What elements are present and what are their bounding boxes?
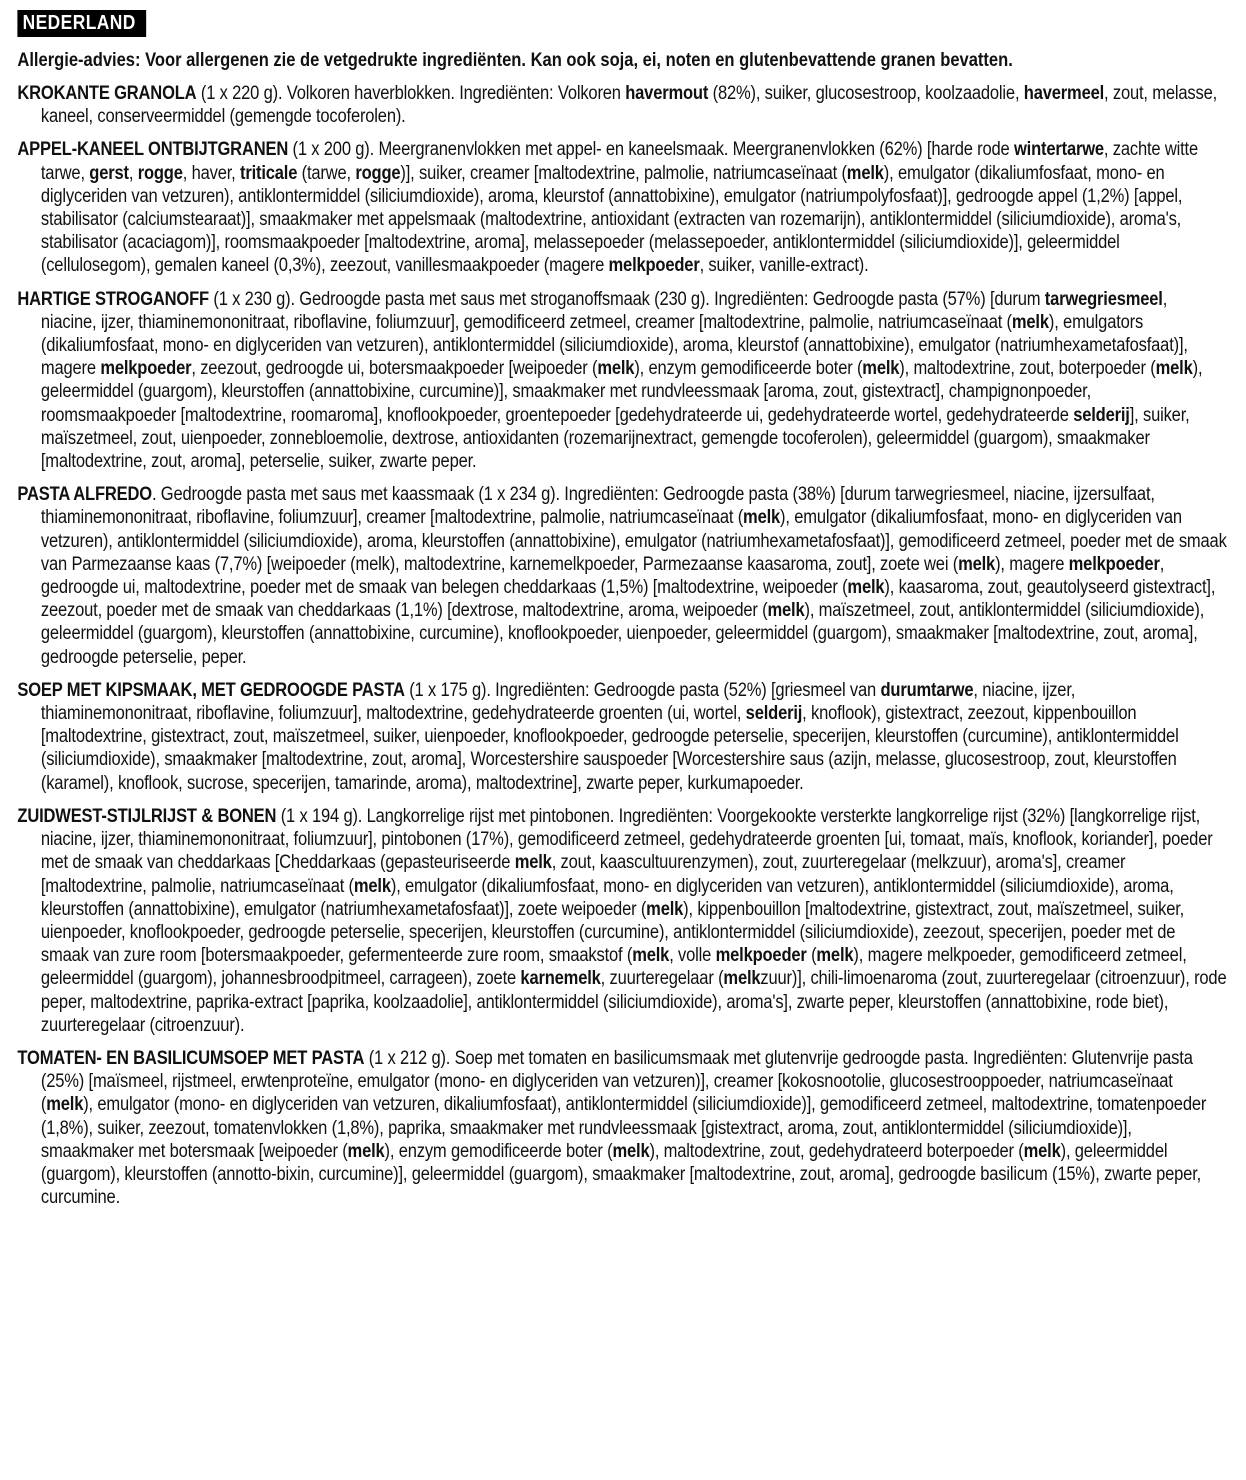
allergy-advice-text: Allergie-advies: Voor allergenen zie de vetgedrukte ingrediënten. Kan ook soja, ei, noten en glutenbevattende granen bevatten. [17, 50, 1013, 71]
product-paragraph-hartige-stroganoff: HARTIGE STROGANOFF (1 x 230 g). Gedroogde pasta met saus met stroganoffsmaak (230 g). Ingrediënten: Gedroogde pasta (57%) [durum tarwegriesmeel, niacine, ijzer, thiaminemononitraat, riboflavine, foliumzuur], gemodificeerd zetmeel, creamer [maltodextrine, palmolie, natriumcaseïnaat (melk), emulgators (dikaliumfosfaat, mono- en diglyceriden van vetzuren), antiklontermiddel (siliciumdioxide), aroma, kleurstof (annattobixine), emulgator (natriumhexametafosfaat)], magere melkpoeder, zeezout, gedroogde ui, botersmaakpoeder [weipoeder (melk), enzym gemodificeerde boter (melk), maltodextrine, zout, boterpoeder (melk), geleermiddel (guargom), kleurstoffen (annattobixine, curcumine)], smaakmaker met rundvleessmaak [aroma, zout, gistextract], champignonpoeder, roomsmaakpoeder [maltodextrine, roomaroma], knoflookpoeder, groentepoeder [gedehydrateerde ui, gedehydrateerde wortel, gedehydrateerde selderij], suiker, maïszetmeel, zout, uienpoeder, zonnebloemolie, dextrose, antioxidanten (rozemarijnextract, gemengde tocoferolen), geleermiddel (guargom), smaakmaker [maltodextrine, zout, aroma], peterselie, suiker, zwarte peper. [17, 288, 1203, 473]
product-paragraph-krokante-granola: KROKANTE GRANOLA (1 x 220 g). Volkoren haverblokken. Ingrediënten: Volkoren havermout (82%), suiker, glucosestroop, koolzaadolie, havermeel, zout, melasse, kaneel, conserveermiddel (gemengde tocoferolen). [17, 83, 1218, 128]
ingredient-list [17, 82, 1226, 1209]
country-header: NEDERLAND [17, 10, 146, 37]
product-paragraph-zuidwest-stijlrijst-en-bonen: ZUIDWEST-STIJLRIJST & BONEN (1 x 194 g). Langkorrelige rijst met pintobonen. Ingrediënten: Voorgekookte versterkte langkorrelige rijst (32%) [langkorrelige rijst, niacine, ijzer, thiaminemononitraat, foliumzuur], pintobonen (17%), gemodificeerd zetmeel, gedehydrateerde groenten [ui, tomaat, maïs, knoflook, koriander], poeder met de smaak van cheddarkaas [Cheddarkaas (gepasteuriseerde melk, zout, kaascultuurenzymen), zout, zuurteregelaar (melkzuur), aroma's], creamer [maltodextrine, palmolie, natriumcaseïnaat (melk), emulgator (dikaliumfosfaat, mono- en diglyceriden van vetzuren), antiklontermiddel (siliciumdioxide), aroma, kleurstoffen (annattobixine), emulgator (natriumhexametafosfaat)], zoete weipoeder (melk), kippenbouillon [maltodextrine, gistextract, zout, maïszetmeel, suiker, uienpoeder, knoflookpoeder, gedroogde peterselie, specerijen, kleurstoffen (curcumine), antiklontermiddel (siliciumdioxide), zeezout, specerijen, poeder met de smaak van zure room [botersmaakpoeder, gefermenteerde zure room, smaakstof (melk, volle melkpoeder (melk), magere melkpoeder, gemodificeerd zetmeel, geleermiddel (guargom), johannesbroodpitmeel, carrageen), zoete karnemelk, zuurteregelaar (melkzuur)], chili-limoenaroma (zout, zuurteregelaar (citroenzuur), rode peper, maltodextrine, paprika-extract [paprika, koolzaadolie], antiklontermiddel (siliciumdioxide), aroma's], zwarte peper, kleurstoffen (annattobixine, rode biet), zuurteregelaar (citroenzuur). [17, 805, 1227, 1036]
product-paragraph-soep-met-kipsmaak: SOEP MET KIPSMAAK, MET GEDROOGDE PASTA (1 x 175 g). Ingrediënten: Gedroogde pasta (52%) [griesmeel van durumtarwe, niacine, ijzer, thiaminemononitraat, riboflavine, foliumzuur], maltodextrine, gedehydrateerde groenten (ui, wortel, selderij, knoflook), gistextract, zeezout, kippenbouillon [maltodextrine, gistextract, zout, maïszetmeel, suiker, uienpoeder, knoflookpoeder, gedroogde peterselie, specerijen, kleurstoffen (curcumine), antiklontermiddel (siliciumdioxide), smaakmaker [maltodextrine, zout, aroma], Worcestershire sauspoeder [Worcestershire saus (azijn, melasse, glucosestroop, zout, kleurstoffen (karamel), knoflook, sucrose, specerijen, tamarinde, aroma), maltodextrine], zwarte peper, kurkumapoeder. [17, 679, 1179, 794]
product-paragraph-appel-kaneel-ontbijtgranen: APPEL-KANEEL ONTBIJTGRANEN (1 x 200 g). Meergranenvlokken met appel- en kaneelsmaak. Meergranenvlokken (62%) [harde rode wintertarwe, zachte witte tarwe, gerst, rogge, haver, triticale (tarwe, rogge)], suiker, creamer [maltodextrine, palmolie, natriumcaseïnaat (melk), emulgator (dikaliumfosfaat, mono- en diglyceriden van vetzuren), antiklontermiddel (siliciumdioxide), aroma, kleurstof (annattobixine), emulgator (natriumpolyfosfaat)], gedroogde appel (1,2%) [appel, stabilisator (calciumstearaat)], smaakmaker met appelsmaak (maltodextrine, antioxidant (extracten van rozemarijn), antiklontermiddel (siliciumdioxide), aroma's, stabilisator (acaciagom)], roomsmaakpoeder [maltodextrine, aroma], melassepoeder (melassepoeder, antiklontermiddel (siliciumdioxide)], geleermiddel (cellulosegom), gemalen kaneel (0,3%), zeezout, vanillesmaakpoeder (magere melkpoeder, suiker, vanille-extract). [17, 139, 1198, 277]
product-paragraph-tomaten-en-basilicumsoep: TOMATEN- EN BASILICUMSOEP MET PASTA (1 x 212 g). Soep met tomaten en basilicumsmaak met glutenvrije gedroogde pasta. Ingrediënten: Glutenvrije pasta (25%) [maïsmeel, rijstmeel, erwtenproteïne, emulgator (mono- en diglyceriden van vetzuren)], creamer [kokosnootolie, glucosestrooppoeder, natriumcaseïnaat (melk), emulgator (mono- en diglyceriden van vetzuren, dikaliumfosfaat), antiklontermiddel (siliciumdioxide)], gemodificeerd zetmeel, maltodextrine, tomatenpoeder (1,8%), suiker, zeezout, tomatenvlokken (1,8%), paprika, smaakmaker met rundvleessmaak [gistextract, aroma, zout, antiklontermiddel (siliciumdioxide)], smaakmaker met botersmaak [weipoeder (melk), enzym gemodificeerde boter (melk), maltodextrine, zout, gedehydrateerd boterpoeder (melk), geleermiddel (guargom), kleurstoffen (annotto-bixin, curcumine)], geleermiddel (guargom), smaakmaker [maltodextrine, zout, aroma], gedroogde basilicum (15%), zwarte peper, curcumine. [17, 1047, 1207, 1209]
product-paragraph-pasta-alfredo: PASTA ALFREDO. Gedroogde pasta met saus met kaassmaak (1 x 234 g). Ingrediënten: Gedroogde pasta (38%) [durum tarwegriesmeel, niacine, ijzersulfaat, thiaminemononitraat, riboflavine, foliumzuur], creamer [maltodextrine, palmolie, natriumcaseïnaat (melk), emulgator (dikaliumfosfaat, mono- en diglyceriden van vetzuren), antiklontermiddel (siliciumdioxide), aroma, kleurstoffen (annattobixine), emulgator (natriumhexametafosfaat)], gemodificeerd zetmeel, poeder met de smaak van Parmezaanse kaas (7,7%) [weipoeder (melk), maltodextrine, karnemelkpoeder, Parmezaanse kaasaroma, zout], zoete wei (melk), magere melkpoeder, gedroogde ui, maltodextrine, poeder met de smaak van belegen cheddarkaas (1,5%) [maltodextrine, weipoeder (melk), kaasaroma, zout, geautolyseerd gistextract], zeezout, poeder met de smaak van cheddarkaas (1,1%) [dextrose, maltodextrine, aroma, weipoeder (melk), maïszetmeel, zout, antiklontermiddel (siliciumdioxide), geleermiddel (guargom), kleurstoffen (annattobixine, curcumine), knoflookpoeder, uienpoeder, geleermiddel (guargom), smaakmaker [maltodextrine, zout, aroma], gedroogde peterselie, peper. [17, 484, 1227, 668]
